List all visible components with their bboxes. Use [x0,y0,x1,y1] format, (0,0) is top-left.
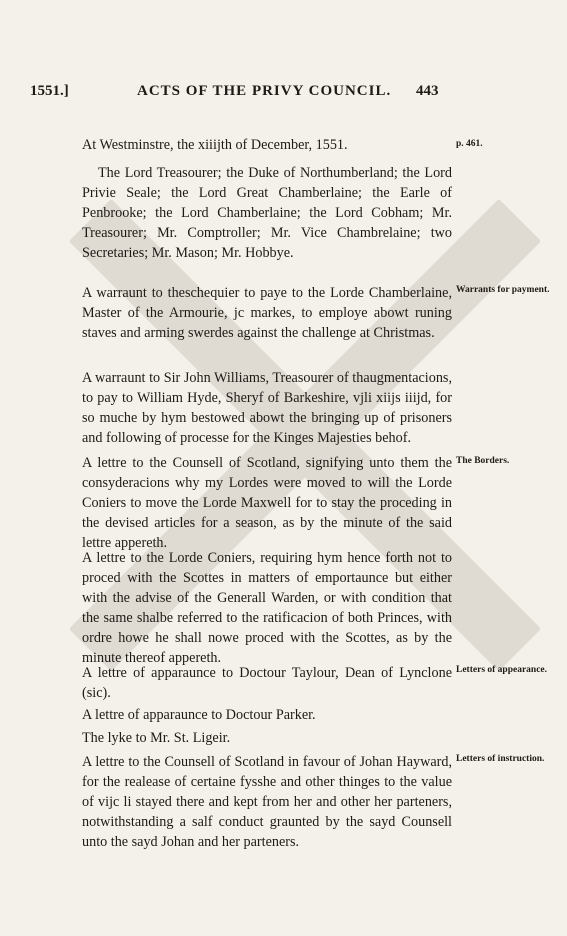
warrant-paragraph-2: A warraunt to Sir John Williams, Treasourer of thaugmentacions, to pay to William Hyde, Sheryf of Barkeshire, vjli xiijs iiijd, for so muche by hym bestowed abowt the bringing up of prisoners and following of processe for the Kinges Majesties behof. [82,370,452,446]
attendance-list: The Lord Treasourer; the Duke of Northumberland; the Lord Privie Seale; the Lord Great Chamberlaine; the Earle of Penbrooke; the Lord Chamberlaine; the Lord Cobham; Mr. Treasourer; Mr. Comptroller; Mr. Vice Chambrelaine; two Secretaries; Mr. Mason; Mr. Hobbye. [82,165,452,261]
header-page-number: 443 [416,83,439,99]
appearance-paragraph-1: A lettre of apparaunce to Doctour Taylour, Dean of Lynclone (sic). [82,665,452,701]
warrant-paragraph-1: A warraunt to theschequier to paye to the Lorde Chamberlaine, Master of the Armourie, jc markes, to employe abowt runing staves and arming swerdes against the challenge at Christmas. [82,285,452,341]
running-header [30,83,460,107]
header-year: 1551.] [30,83,69,99]
margin-borders: The Borders. [456,456,510,466]
letter-paragraph-3: A lettre to the Counsell of Scotland in favour of Johan Hayward, for the realease of certaine fysshe and other thinges to the value of vijc li stayed there and kept from her and other her parteners, notwithstanding a salf conduct graunted by the sayd Counsell unto the sayd Johan and her parteners. [82,754,452,850]
header-title: ACTS OF THE PRIVY COUNCIL. [137,83,392,99]
margin-appearance: Letters of appearance. [456,665,548,675]
margin-page-ref: p. 461. [456,139,483,149]
letter-paragraph-2: A lettre to the Lorde Coniers, requiring hym hence forth not to proced with the Scottes in matters of emportaunce but either with the advise of the Generall Warden, or with condition that the same shalbe referred to the ratificacion of both Princes, with ordre howe he shall nowe proced with the Scottes, as by the minute thereof appereth. [82,550,452,666]
appearance-paragraph-3: The lyke to Mr. St. Ligeir. [82,730,231,746]
margin-warrants: Warrants for payment. [456,285,550,295]
meeting-date: At Westminstre, the xiiijth of December, 1551. [82,137,348,153]
appearance-paragraph-2: A lettre of apparaunce to Doctour Parker. [82,707,316,723]
margin-instruction: Letters of instruction. [456,754,545,764]
letter-paragraph-1: A lettre to the Counsell of Scotland, signifying unto them the consyderacions why my Lordes were moved to will the Lorde Coniers to move the Lorde Maxwell for to stay the proceding in the devised articles for a season, as by the minute of the said lettre appereth. [82,455,452,551]
